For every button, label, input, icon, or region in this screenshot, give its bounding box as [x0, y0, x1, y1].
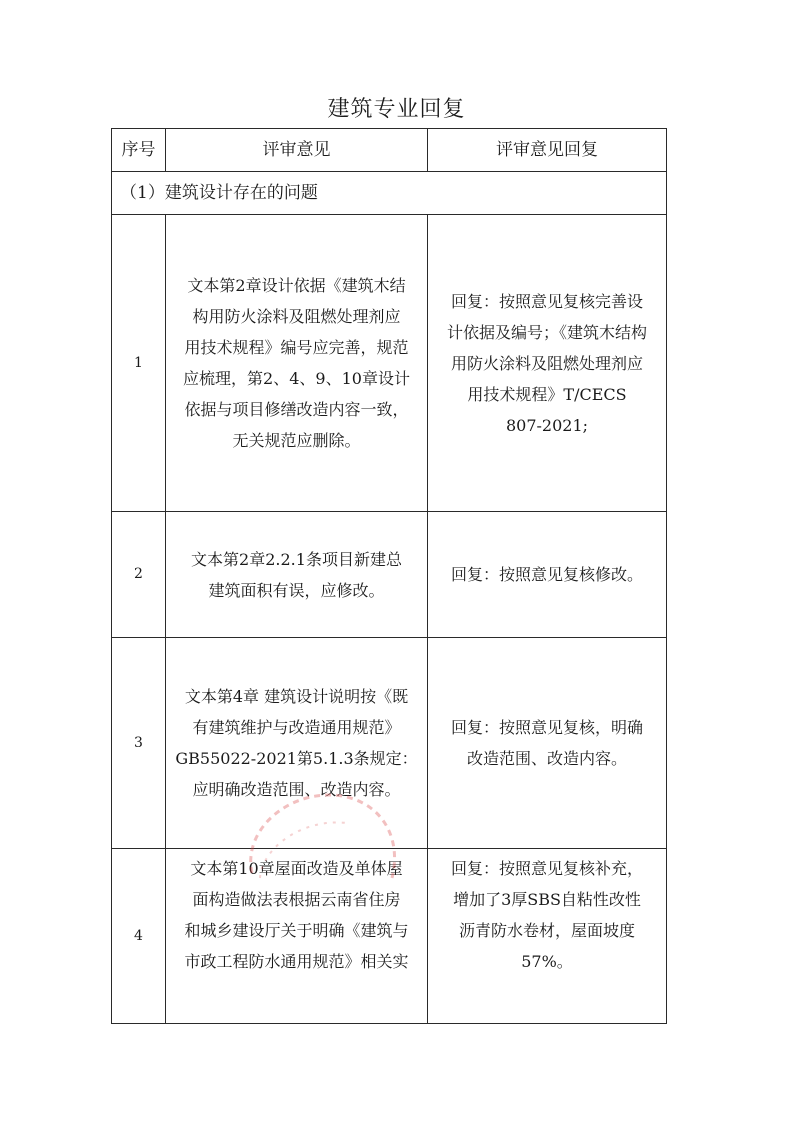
opinion-line: 无关规范应删除。	[232, 431, 361, 450]
review-opinion	[166, 215, 428, 512]
opinion-line: 用技术规程》编号应完善，规范	[184, 338, 409, 357]
section-row	[112, 172, 667, 215]
reply-line: 回复：按照意见复核，明确	[450, 718, 643, 737]
reply-line: 改造范围、改造内容。	[466, 749, 627, 768]
opinion-line: 文本第4章 建筑设计说明按《既	[184, 687, 409, 706]
page-title: 建筑专业回复	[327, 97, 466, 122]
opinion-line: 依据与项目修缮改造内容一致，	[184, 400, 409, 419]
reply-line: 用防火涂料及阻燃处理剂应	[450, 353, 643, 373]
row-number: 3	[112, 638, 166, 849]
table-header-row	[112, 129, 667, 172]
table-row	[112, 638, 667, 849]
review-reply	[428, 512, 667, 638]
review-opinion	[166, 512, 428, 638]
header-no: 序号	[112, 129, 166, 172]
row-number: 1	[112, 215, 166, 512]
table-row	[112, 849, 667, 1024]
header-reply: 评审意见回复	[428, 129, 667, 172]
review-reply	[428, 215, 667, 512]
reply-line: 回复：按照意见复核完善设	[450, 291, 643, 311]
row-number: 4	[112, 849, 166, 1024]
opinion-line: 面构造做法表根据云南省住房	[192, 890, 401, 909]
reply-line: 计依据及编号；《建筑木结构	[446, 322, 647, 342]
table-row	[112, 215, 667, 512]
opinion-line: 应梳理，第2、4、9、10章设计	[183, 369, 410, 388]
opinion-line: 建筑面积有误，应修改。	[208, 580, 385, 600]
review-opinion	[166, 638, 428, 849]
reply-line: 用技术规程》T/CECS	[467, 384, 627, 404]
review-reply	[428, 638, 667, 849]
review-opinion	[166, 849, 428, 1024]
opinion-line: 文本第2章设计依据《建筑木结	[187, 276, 406, 295]
review-table	[111, 128, 667, 1024]
reply-line: 增加了3厚SBS自粘性改性	[453, 890, 641, 909]
opinion-line: GB55022-2021第5.1.3条规定：	[175, 749, 418, 768]
opinion-line: 和城乡建设厅关于明确《建筑与	[184, 921, 409, 940]
reply-line: 807-2021;	[505, 415, 589, 435]
reply-line: 57%。	[521, 952, 573, 971]
opinion-line: 市政工程防水通用规范》相关实	[184, 952, 409, 971]
reply-line: 回复：按照意见复核修改。	[450, 565, 643, 584]
table-row	[112, 512, 667, 638]
opinion-line: 应明确改造范围、改造内容。	[192, 780, 401, 799]
reply-line: 回复：按照意见复核补充，	[450, 859, 643, 878]
row-number: 2	[112, 512, 166, 638]
section-title: （1）建筑设计存在的问题	[112, 172, 667, 215]
reply-line: 沥青防水卷材，屋面坡度	[458, 921, 635, 940]
opinion-line: 有建筑维护与改造通用规范》	[192, 718, 401, 737]
opinion-line: 文本第2章2.2.1条项目新建总	[191, 549, 402, 569]
review-reply	[428, 849, 667, 1024]
opinion-line: 构用防火涂料及阻燃处理剂应	[192, 307, 401, 326]
header-opinion: 评审意见	[166, 129, 428, 172]
opinion-line: 文本第10章屋面改造及单体屋	[190, 859, 403, 878]
